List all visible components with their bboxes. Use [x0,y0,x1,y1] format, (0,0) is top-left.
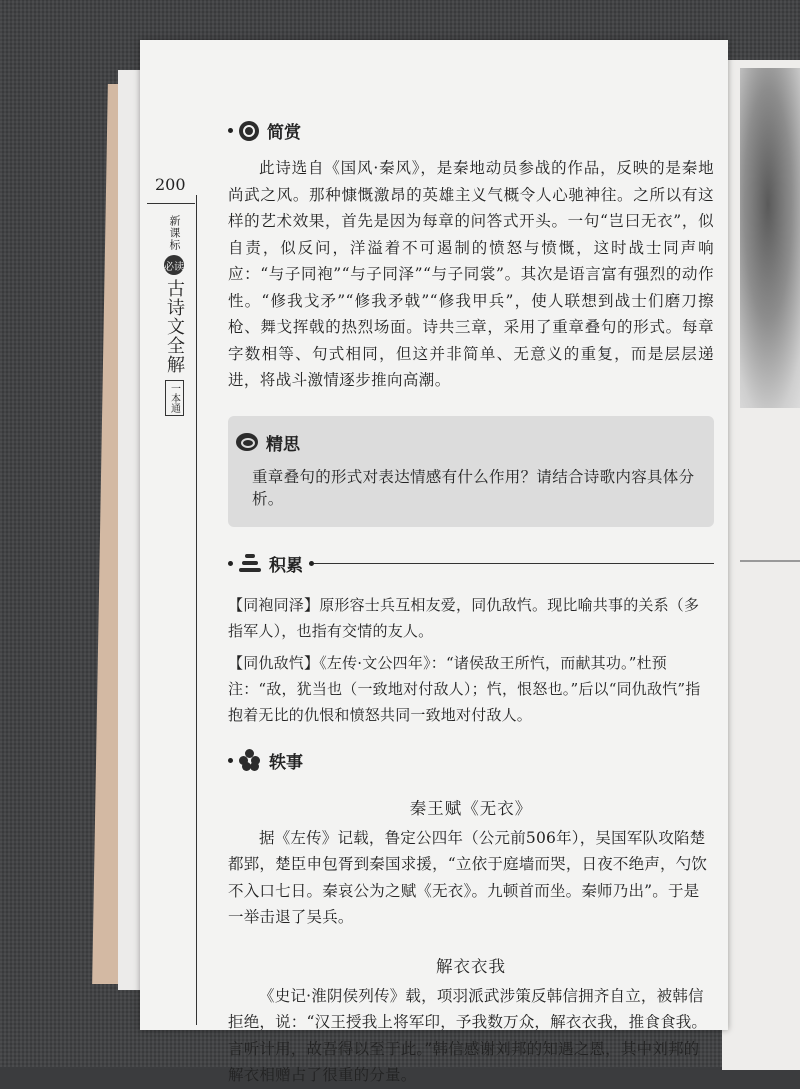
side-book-title: 古诗文全解 [164,279,185,374]
reflection-title: 精思 [266,434,300,455]
side-circle-badge: 必读 [164,255,184,275]
bullet-dot [228,128,233,133]
anecdotes-heading [228,748,714,773]
anecdotes-title: 轶事 [269,752,303,773]
accumulation-heading [228,551,714,576]
accumulation-entry: 【同袍同泽】原形容士兵互相友爱，同仇敌忾。现比喻共事的关系（多指军人），也指有交情的友人。 [228,595,700,640]
side-edition: 一本通 [165,380,184,416]
page-number: 200 [155,175,186,194]
side-label [161,215,187,416]
reflection-question: 重章叠句的形式对表达情感有什么作用？请结合诗歌内容具体分析。 [252,467,695,508]
side-series: 新课标 [168,215,181,251]
reflection-heading [236,430,698,455]
story-title: 解衣衣我 [436,956,506,976]
facing-page-ink-painting [740,68,800,408]
page-number-rule [147,203,195,204]
accumulation-title: 积累 [269,555,303,576]
appreciation-heading [228,118,714,143]
appreciation-title: 简赏 [267,123,301,143]
bullet-dot [228,561,233,566]
bullet-dot [228,758,233,763]
flower-icon [239,749,261,771]
page-content [228,118,714,1089]
story-text: 据《左传》记载，鲁定公四年（公元前506年），吴国军队攻陷楚都郢，楚臣申包胥到秦国求援，“立依于庭墙而哭，日夜不绝声，勺饮不入口七日。秦哀公为之赋《无衣》。九顿首而坐。秦师乃出”。于是一举击退了吴兵。 [228,828,708,926]
facing-page-rule [740,560,800,562]
story-title: 秦王赋《无衣》 [409,798,533,818]
margin-rule [196,195,197,1025]
accumulation-entries [228,592,714,728]
accumulation-entry: 【同仇敌忾】《左传·文公四年》：“诸侯敌王所忾，而献其功。”杜预注：“敌，犹当也（一致地对付敌人）；忾，恨怒也。”后以“同仇敌忾”指抱着无比的仇恨和愤怒共同一致地对付敌人。 [228,653,701,724]
appreciation-icon [239,121,259,141]
accumulation-rule [309,563,714,564]
stack-icon [239,552,261,574]
story-text: 《史记·淮阴侯列传》载，项羽派武涉策反韩信拥齐自立，被韩信拒绝，说：“汉王授我上将军印，予我数万众，解衣衣我，推食食我。言听计用，故吾得以至于此。”韩信感谢刘邦的知遇之恩，其中刘邦的解衣相赠占了很重的分量。 [228,986,708,1084]
reflection-box [228,416,714,527]
reflection-icon [236,433,258,451]
appreciation-text: 此诗选自《国风·秦风》，是秦地动员参战的作品，反映的是秦地尚武之风。那种慷慨激昂的英雄主义气概令人心驰神往。之所以有这样的艺术效果，首先是因为每章的问答式开头。一句“岂曰无衣”，似自责，似反问，洋溢着不可遏制的愤怒与愤慨，这时战士同声响应：“与子同袍”“与子同泽”“与子同裳”。其次是语言富有强烈的动作性。“修我戈矛”“修我矛戟”“修我甲兵”，使人联想到战士们磨刀擦枪、舞戈挥戟的热烈场面。诗共三章，采用了重章叠句的形式。每章字数相等、句式相同，但这并非简单、无意义的重复，而是层层递进，将战斗激情逐步推向高潮。 [228,159,714,389]
